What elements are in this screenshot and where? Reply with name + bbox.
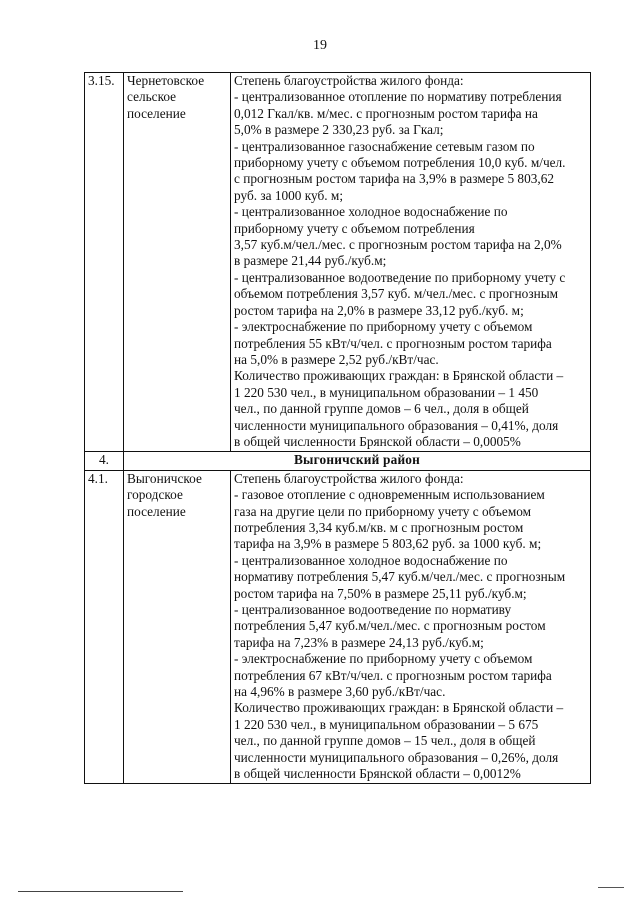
description-line: потребления 67 кВт/ч/чел. с прогнозным ростом тарифа: [234, 667, 552, 683]
settlement-name-line: сельское: [127, 89, 177, 105]
description-line: 1 220 530 чел., в муниципальном образовании – 5 675: [234, 716, 539, 732]
description-line: чел., по данной группе домов – 15 чел., доля в общей: [234, 733, 536, 749]
description-line: - централизованное водоотведение по приборному учету с: [234, 269, 566, 285]
page-number: 19: [313, 38, 327, 53]
description-line: - электроснабжение по приборному учету с объемом: [234, 319, 533, 335]
description-line: приборному учету с объемом потребления: [234, 220, 475, 236]
description-line: тарифа на 7,23% в размере 24,13 руб./куб.м;: [234, 634, 484, 650]
description-line: численности муниципального образования – 0,26%, доля: [234, 749, 559, 765]
settlement-name: [124, 73, 231, 452]
description-line: с прогнозным ростом тарифа на 3,9% в размере 5 803,62: [234, 171, 554, 187]
description-line: потребления 3,34 куб.м/кв. м с прогнозным ростом: [234, 519, 524, 535]
description-line: - централизованное холодное водоснабжение по: [234, 552, 508, 568]
tariff-table: [84, 72, 591, 784]
description-line: 5,0% в размере 2 330,23 руб. за Гкал;: [234, 122, 444, 138]
description-line: ростом тарифа на 2,0% в размере 33,12 руб./куб. м;: [234, 302, 524, 318]
description-line: в общей численности Брянской области – 0,0005%: [234, 433, 521, 449]
footer-rule: [18, 891, 183, 892]
description-line: тарифа на 3,9% в размере 5 803,62 руб. за 1000 куб. м;: [234, 536, 542, 552]
description-line: газа на другие цели по приборному учету с объемом: [234, 503, 532, 519]
table-row: [85, 470, 591, 784]
description-line: потребления 5,47 куб.м/чел./мес. с прогнозным ростом: [234, 618, 546, 634]
description-line: в размере 21,44 руб./куб.м;: [234, 253, 387, 269]
section-number: 4.: [85, 452, 124, 470]
description-line: - газовое отопление с одновременным использованием: [234, 487, 545, 503]
row-number: 4.1.: [85, 470, 124, 784]
description-line: 1 220 530 чел., в муниципальном образовании – 1 450: [234, 384, 539, 400]
description-line: Степень благоустройства жилого фонда:: [234, 470, 464, 486]
description-line: - централизованное газоснабжение сетевым газом по: [234, 138, 535, 154]
margin-mark: [598, 887, 624, 888]
description-line: потребления 55 кВт/ч/чел. с прогнозным ростом тарифа: [234, 335, 552, 351]
description-line: приборному учету с объемом потребления 10,0 куб. м/чел.: [234, 155, 566, 171]
description-line: объемом потребления 3,57 куб. м/чел./мес. с прогнозным: [234, 286, 559, 302]
description-line: на 5,0% в размере 2,52 руб./кВт/час.: [234, 351, 439, 367]
description-line: - централизованное водоотведение по нормативу: [234, 602, 512, 617]
settlement-name-line: Чернетовское: [127, 73, 205, 88]
settlement-name: [124, 470, 231, 784]
description-line: Количество проживающих граждан: в Брянской области –: [234, 700, 564, 716]
description-line: в общей численности Брянской области – 0,0012%: [234, 766, 521, 782]
description-line: 0,012 Гкал/кв. м/мес. с прогнозным ростом тарифа на: [234, 105, 538, 121]
district-heading: Выгоничский район: [124, 452, 591, 470]
description-line: нормативу потребления 5,47 куб.м/чел./мес. с прогнозным: [234, 569, 566, 585]
description-line: - централизованное отопление по нормативу потребления: [234, 89, 562, 105]
section-heading-row: [85, 452, 591, 470]
description-line: руб. за 1000 куб. м;: [234, 187, 344, 203]
description-line: чел., по данной группе домов – 6 чел., доля в общей: [234, 401, 529, 417]
description-line: 3,57 куб.м/чел./мес. с прогнозным ростом тарифа на 2,0%: [234, 237, 562, 253]
settlement-name-line: Выгоничское: [127, 470, 202, 486]
description-line: Степень благоустройства жилого фонда:: [234, 73, 464, 88]
row-number: 3.15.: [85, 73, 124, 452]
description-line: - электроснабжение по приборному учету с объемом: [234, 651, 533, 667]
settlement-name-line: поселение: [127, 503, 186, 519]
description-line: Количество проживающих граждан: в Брянской области –: [234, 368, 564, 384]
description-line: численности муниципального образования – 0,41%, доля: [234, 417, 559, 433]
settlement-name-line: городское: [127, 487, 183, 503]
description-line: ростом тарифа на 7,50% в размере 25,11 руб./куб.м;: [234, 585, 527, 601]
description-line: на 4,96% в размере 3,60 руб./кВт/час.: [234, 684, 446, 700]
table-row: [85, 73, 591, 452]
settlement-name-line: поселение: [127, 105, 186, 121]
description-line: - централизованное холодное водоснабжение по: [234, 204, 508, 220]
housing-description: [231, 73, 591, 452]
housing-description: [231, 470, 591, 784]
